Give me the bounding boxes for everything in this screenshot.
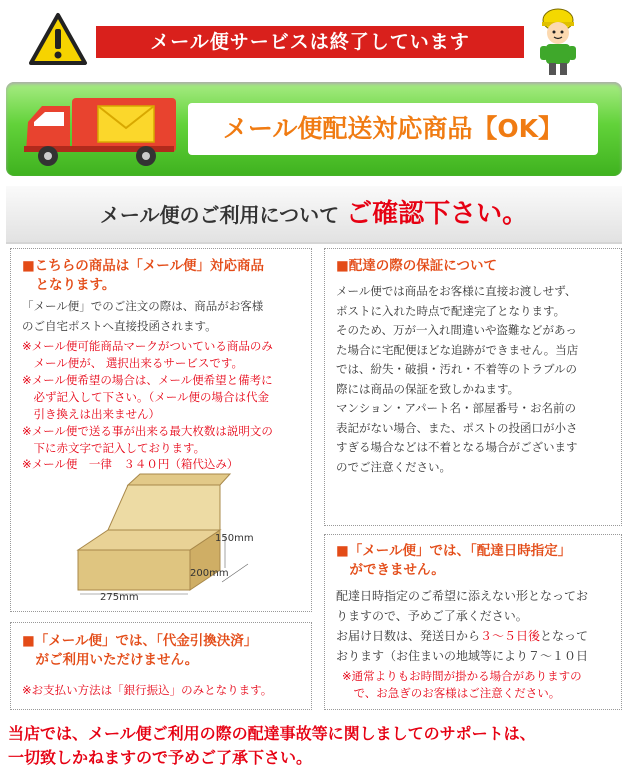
footer-disclaimer: 当店では、メール便ご利用の際の配達事故等に関しましてのサポートは、 一切致しかねますので予めご了承下さい。 (8, 724, 536, 767)
date-body-2a: お届け日数は、発送日から (336, 629, 481, 643)
mail-note-2: ※メール便希望の場合は、メール便希望と備考に 必ず記入して下さい。（メール便の場合は代金 引き換えは出来ません） (22, 373, 273, 421)
delivery-truck-icon (20, 92, 180, 168)
guarantee-body: メール便では商品をお客様に直接お渡しせず、 ポストに入れた時点で配達完了となります。 そのため、万が一入れ間違いや盗難などがあっ た場合に宅配便ほどな追跡ができません。当店 では、紛失・破損・汚れ・不着等のトラブルの 際には商品の保証を致しかねます。 マンション・アパート名・部屋番号・お名前の 表記がない場合、また、ポストの投函口が小さ すぎる場合などは不着となる場合がございます のでご注意ください。 (336, 284, 579, 474)
mail-service-intro: 「メール便」でのご注文の際は、商品がお客様 のご自宅ポストへ直接投函されます。 (22, 299, 264, 333)
mail-service-heading: ■こちらの商品は「メール便」対応商品 となります。 (22, 258, 264, 293)
date-days: ３～５日後 (480, 629, 541, 643)
date-body-1: 配達日時指定のご希望に添えない形となってお りますので、予めご了承ください。 (336, 589, 589, 623)
date-note: ※通常よりもお時間が掛かる場合がありますの で、お急ぎのお客様はご注意ください。 (342, 669, 582, 700)
date-body-2c: となって おります（お住まいの地域等により７～１０日 (336, 629, 589, 663)
service-ended-banner: メール便サービスは終了しています (96, 26, 524, 58)
carton-box-illustration (70, 470, 290, 605)
notice-emphasis: ご確認下さい。 (346, 199, 529, 229)
cod-note: ※お支払い方法は「銀行振込」のみとなります。 (22, 683, 273, 697)
mail-note-price: ※メール便 一律 ３４０円（箱代込み） (22, 457, 239, 471)
cod-heading: ■「メール便」では、「代金引換決済」 がご利用いただけません。 (22, 633, 258, 668)
mail-ok-label: メール便配送対応商品【OK】 (188, 103, 598, 155)
date-body-2 (336, 626, 588, 666)
guarantee-heading: ■配達の際の保証について (336, 258, 497, 274)
worker-icon (534, 6, 582, 76)
mail-note-3: ※メール便で送る事が出来る最大枚数は説明文の 下に赤文字で記入しております。 (22, 424, 273, 455)
notice-prefix: メール便のご利用について (99, 203, 340, 227)
notice-text (6, 186, 622, 242)
date-heading: ■「メール便」では、「配達日時指定」 ができません。 (336, 543, 572, 578)
dim-width-label: 275mm (100, 592, 139, 603)
dim-depth-label: 200mm (190, 568, 229, 579)
warning-icon (28, 12, 88, 66)
dim-height-label: 150mm (215, 533, 254, 544)
mail-note-1: ※メール便可能商品マークがついている商品のみ メール便が、 選択出来るサービスです。 (22, 339, 273, 370)
